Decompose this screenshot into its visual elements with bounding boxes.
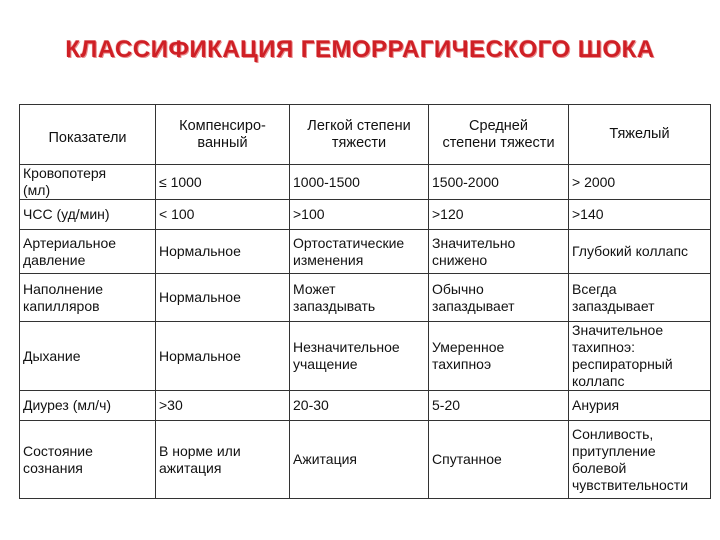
- page-title: КЛАССИФИКАЦИЯ ГЕМОРРАГИЧЕСКОГО ШОКА: [65, 36, 655, 63]
- table-cell: > 2000: [569, 165, 711, 200]
- column-header-compensated: Компенсиро- ванный: [156, 105, 290, 165]
- table-cell: Умеренное тахипноэ: [429, 322, 569, 391]
- shock-classification-table: [19, 104, 711, 499]
- table-cell: Значительное тахипноэ: респираторный коллапс: [569, 322, 711, 391]
- table-row: [20, 322, 711, 391]
- column-header-mild: Легкой степени тяжести: [290, 105, 429, 165]
- column-header-moderate: Средней степени тяжести: [429, 105, 569, 165]
- table-cell: Значительно снижено: [429, 230, 569, 274]
- table-cell: Анурия: [569, 391, 711, 421]
- table-cell: >100: [290, 200, 429, 230]
- row-label: Диурез (мл/ч): [20, 391, 156, 421]
- table-cell: 1000-1500: [290, 165, 429, 200]
- table-row: [20, 200, 711, 230]
- row-label: Артериальное давление: [20, 230, 156, 274]
- table-cell: >30: [156, 391, 290, 421]
- table-row: [20, 421, 711, 499]
- row-label: Дыхание: [20, 322, 156, 391]
- table-cell: Всегда запаздывает: [569, 274, 711, 322]
- header-row: [20, 105, 711, 165]
- table-cell: >120: [429, 200, 569, 230]
- column-header-indicators: Показатели: [20, 105, 156, 165]
- table-cell: Обычно запаздывает: [429, 274, 569, 322]
- row-label: ЧСС (уд/мин): [20, 200, 156, 230]
- table-cell: В норме или ажитация: [156, 421, 290, 499]
- table-cell: >140: [569, 200, 711, 230]
- column-header-severe: Тяжелый: [569, 105, 711, 165]
- table-cell: Ажитация: [290, 421, 429, 499]
- table-cell: Спутанное: [429, 421, 569, 499]
- table-cell: ≤ 1000: [156, 165, 290, 200]
- row-label: Состояние сознания: [20, 421, 156, 499]
- table-row: [20, 230, 711, 274]
- table-cell: Незначительное учащение: [290, 322, 429, 391]
- row-label: Наполнение капилляров: [20, 274, 156, 322]
- table-row: [20, 165, 711, 200]
- table-cell: Нормальное: [156, 230, 290, 274]
- table-cell: Сонливость, притупление болевой чувствительности: [569, 421, 711, 499]
- table-cell: < 100: [156, 200, 290, 230]
- table-cell: Ортостатические изменения: [290, 230, 429, 274]
- table-cell: Нормальное: [156, 322, 290, 391]
- table-row: [20, 274, 711, 322]
- table-cell: 20-30: [290, 391, 429, 421]
- table-cell: Глубокий коллапс: [569, 230, 711, 274]
- table-cell: 5-20: [429, 391, 569, 421]
- row-label: Кровопотеря (мл): [20, 165, 156, 200]
- table-cell: Может запаздывать: [290, 274, 429, 322]
- table-cell: Нормальное: [156, 274, 290, 322]
- table-cell: 1500-2000: [429, 165, 569, 200]
- table-row: [20, 391, 711, 421]
